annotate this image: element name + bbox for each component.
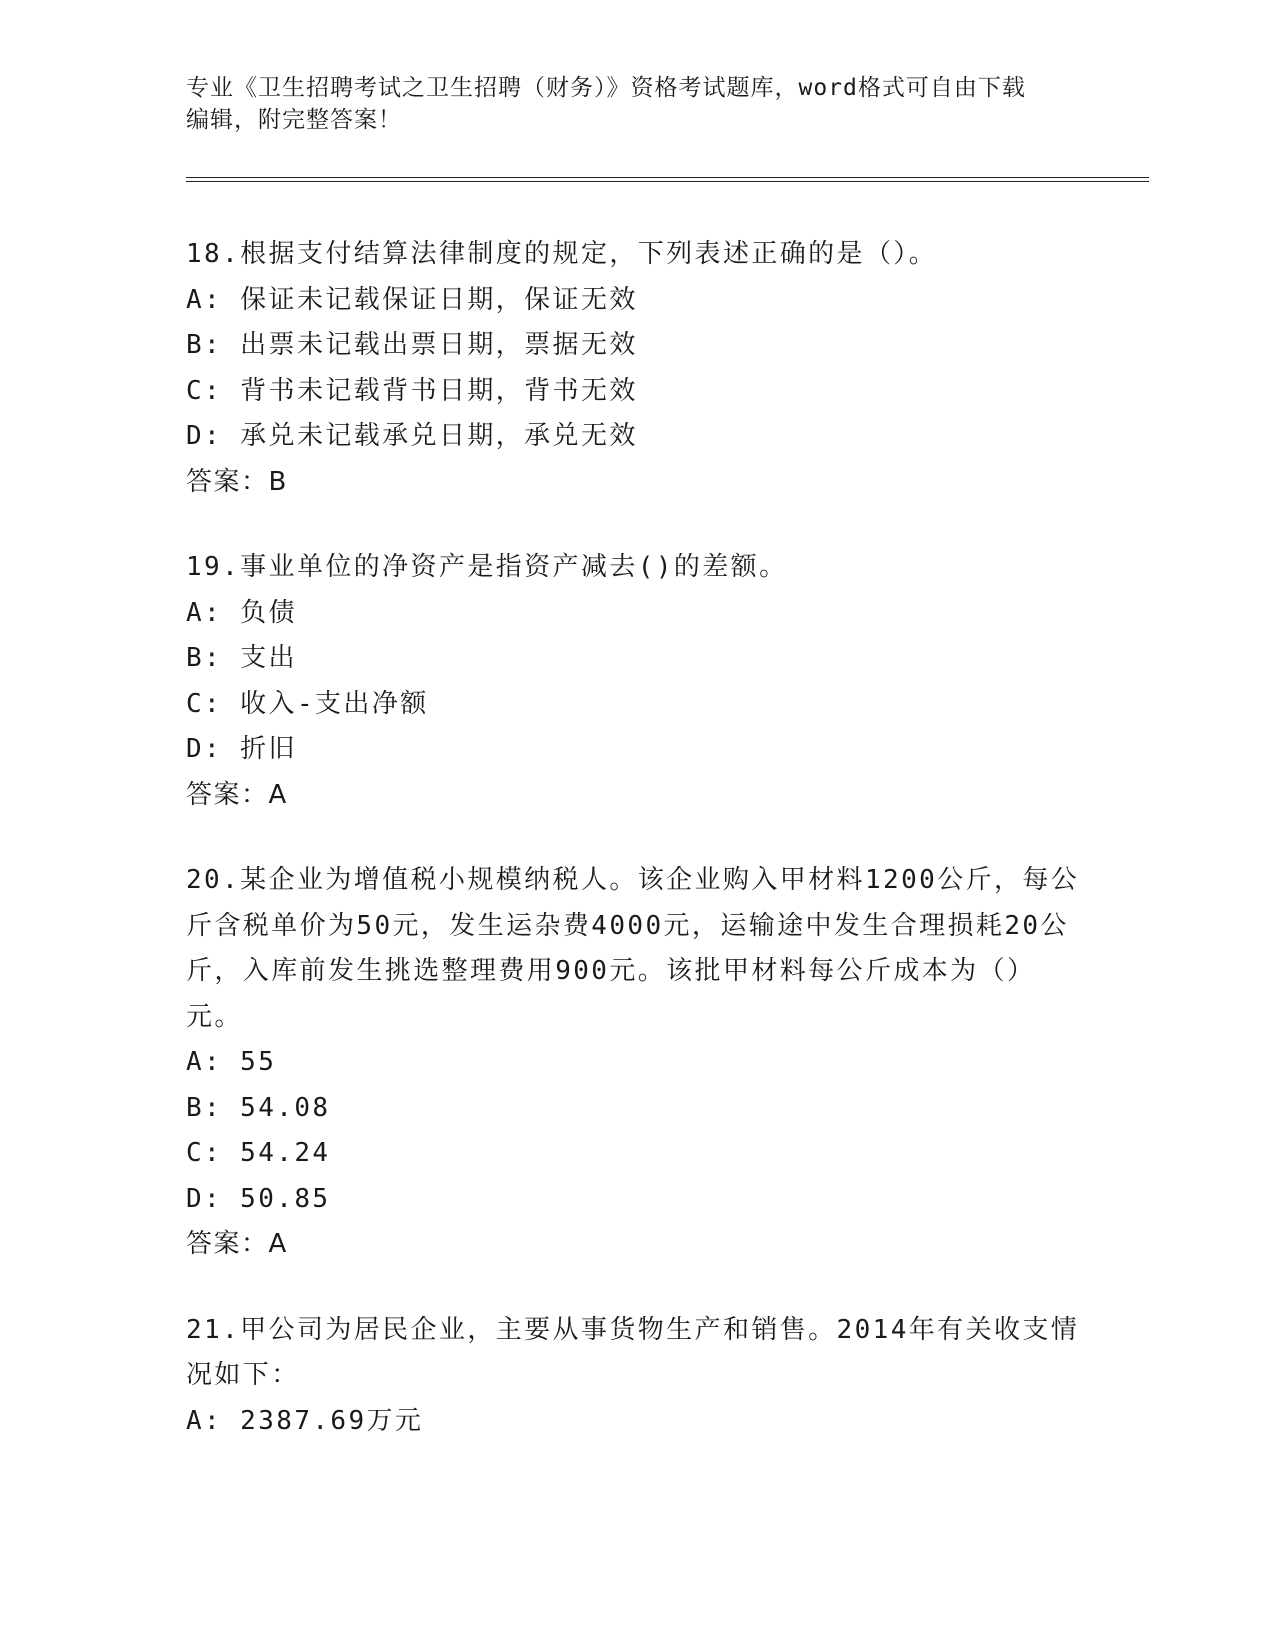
option-b: B: 出票未记载出票日期，票据无效 — [186, 330, 638, 360]
question-stem: 19.事业单位的净资产是指资产减去()的差额。 — [186, 552, 788, 582]
header-line-2: 编辑，附完整答案！ — [186, 107, 402, 133]
option-a: A: 55 — [186, 1047, 277, 1077]
option-d: D: 承兑未记载承兑日期，承兑无效 — [186, 421, 638, 451]
question-19 — [186, 545, 1086, 818]
question-20 — [186, 858, 1086, 1268]
option-c: C: 54.24 — [186, 1138, 331, 1168]
option-b: B: 支出 — [186, 643, 297, 673]
question-stem: 18.根据支付结算法律制度的规定，下列表述正确的是（）。 — [186, 239, 938, 269]
header-line-1: 专业《卫生招聘考试之卫生招聘（财务）》资格考试题库，word格式可自由下载 — [186, 75, 1026, 101]
option-a: A: 负债 — [186, 597, 297, 628]
option-b: B: 54.08 — [186, 1092, 331, 1123]
page-header — [186, 72, 1066, 136]
question-list — [186, 232, 1086, 1484]
answer: 答案：A — [186, 1229, 288, 1259]
question-18 — [186, 232, 1086, 505]
answer: 答案：B — [186, 466, 288, 497]
header-divider — [186, 177, 1149, 182]
question-stem: 21.甲公司为居民企业，主要从事货物生产和销售。2014年有关收支情况如下： — [186, 1314, 1080, 1390]
option-a: A: 2387.69万元 — [186, 1405, 424, 1436]
option-c: C: 收入-支出净额 — [186, 688, 429, 719]
option-c: C: 背书未记载背书日期，背书无效 — [186, 375, 638, 406]
option-d: D: 50.85 — [186, 1183, 331, 1214]
option-d: D: 折旧 — [186, 734, 297, 764]
answer: 答案：A — [186, 779, 288, 810]
question-stem: 20.某企业为增值税小规模纳税人。该企业购入甲材料1200公斤，每公斤含税单价为50元，发生运杂费4000元，运输途中发生合理损耗20公斤，入库前发生挑选整理费用900元。该批甲材料每公斤成本为（）元。 — [186, 865, 1080, 1032]
option-a: A: 保证未记载保证日期，保证无效 — [186, 284, 638, 315]
question-21 — [186, 1308, 1086, 1445]
